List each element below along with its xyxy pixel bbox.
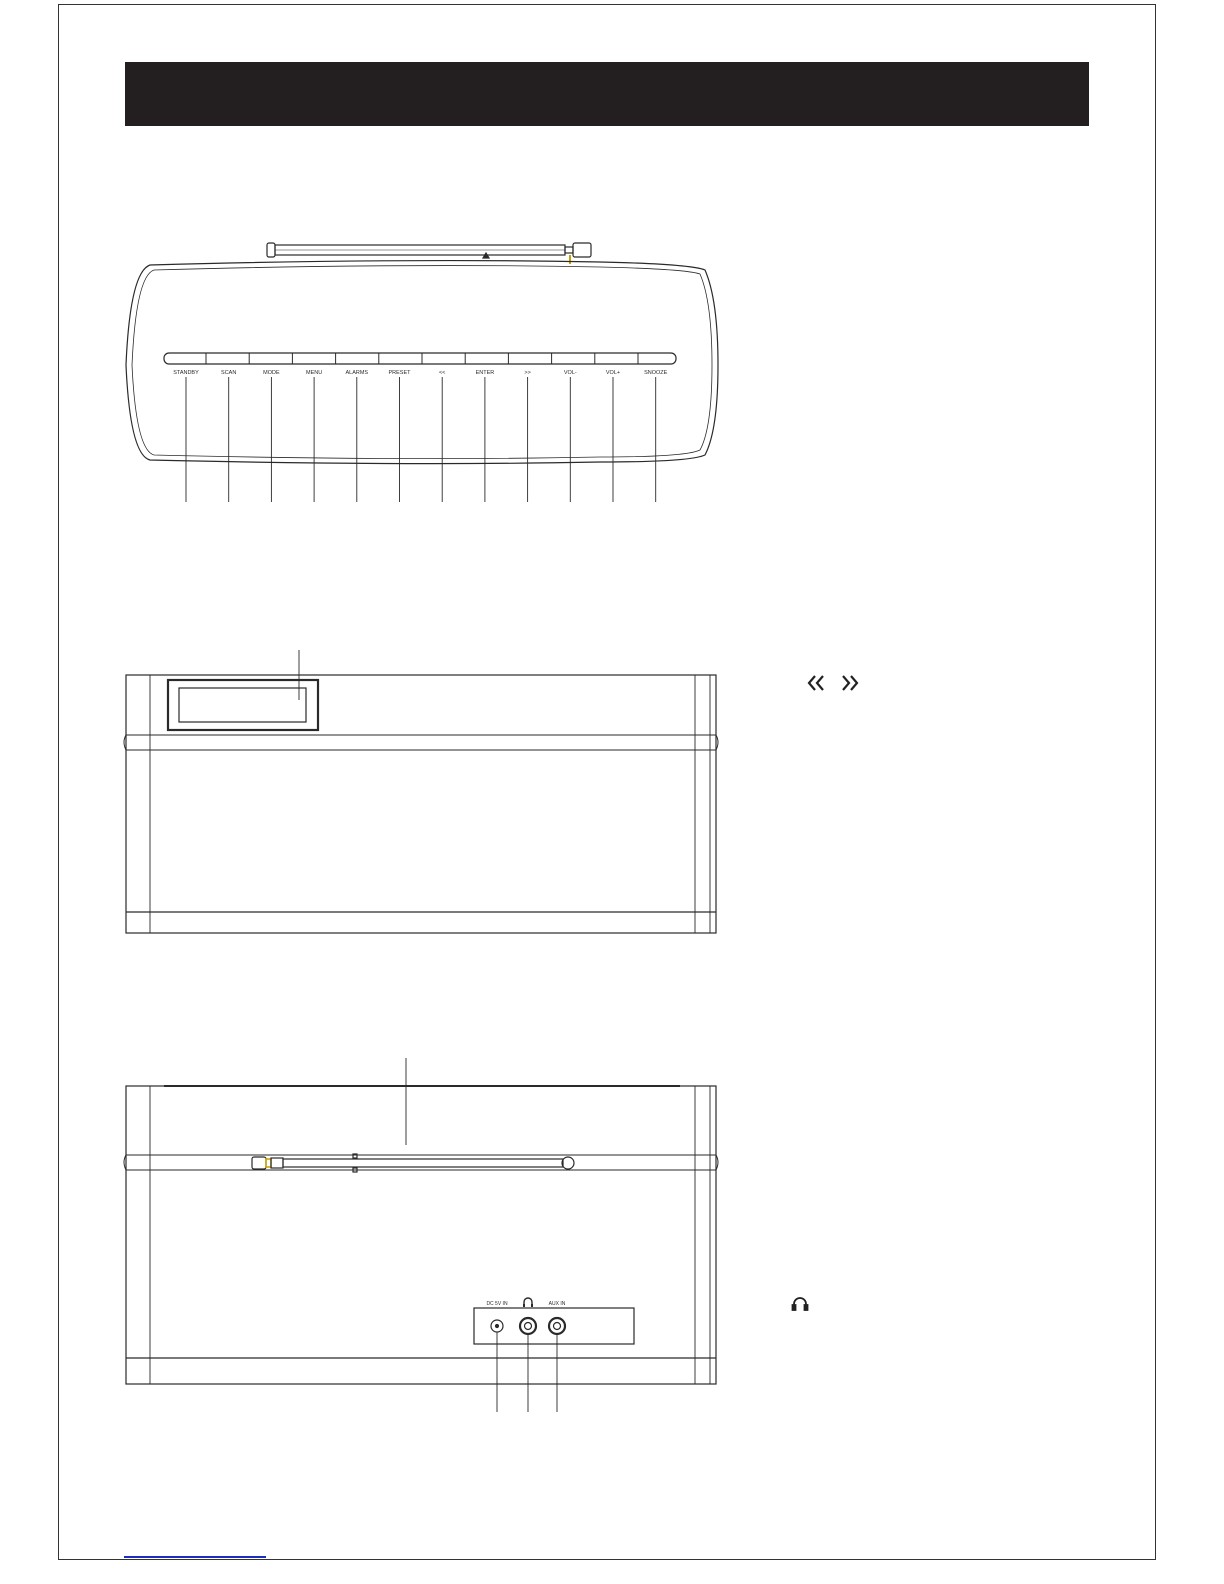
headphone-jack [520, 1318, 536, 1334]
button-label-11: VOL+ [605, 370, 621, 376]
lcd-display-inner [179, 688, 306, 722]
headphone-icon [793, 1298, 808, 1310]
button-label-12: SNOOZE [644, 370, 668, 376]
button-label-6: PRESET [388, 370, 411, 376]
button-strip [164, 353, 676, 364]
headphone-icon [524, 1298, 532, 1306]
front-body-outline [126, 675, 716, 933]
button-label-5: ALARMS [345, 370, 369, 376]
button-label-7: << [438, 370, 446, 376]
button-dividers [206, 353, 638, 364]
button-label-4: MENU [305, 370, 323, 376]
jack-label-dc: DC 5V IN [486, 1301, 508, 1307]
top-view-diagram [126, 243, 718, 502]
jack-label-aux: AUX IN [548, 1301, 566, 1307]
aux-in-jack [549, 1318, 565, 1334]
antenna-back [252, 1154, 574, 1172]
button-label-3: MODE [263, 370, 280, 376]
front-view-diagram [124, 650, 718, 933]
button-label-2: SCAN [221, 370, 237, 376]
button-label-9: >> [524, 370, 531, 376]
rewind-icon [809, 676, 823, 690]
fast-forward-icon [843, 676, 857, 690]
button-callout-lines [186, 377, 656, 502]
dc-in-jack [491, 1320, 503, 1332]
button-label-8: ENTER [475, 370, 495, 376]
button-label-1: STANDBY [173, 370, 199, 376]
button-labels [173, 370, 667, 376]
button-label-10: VOL- [563, 370, 577, 376]
back-view-diagram [124, 1058, 718, 1412]
back-body-outline [126, 1086, 716, 1384]
